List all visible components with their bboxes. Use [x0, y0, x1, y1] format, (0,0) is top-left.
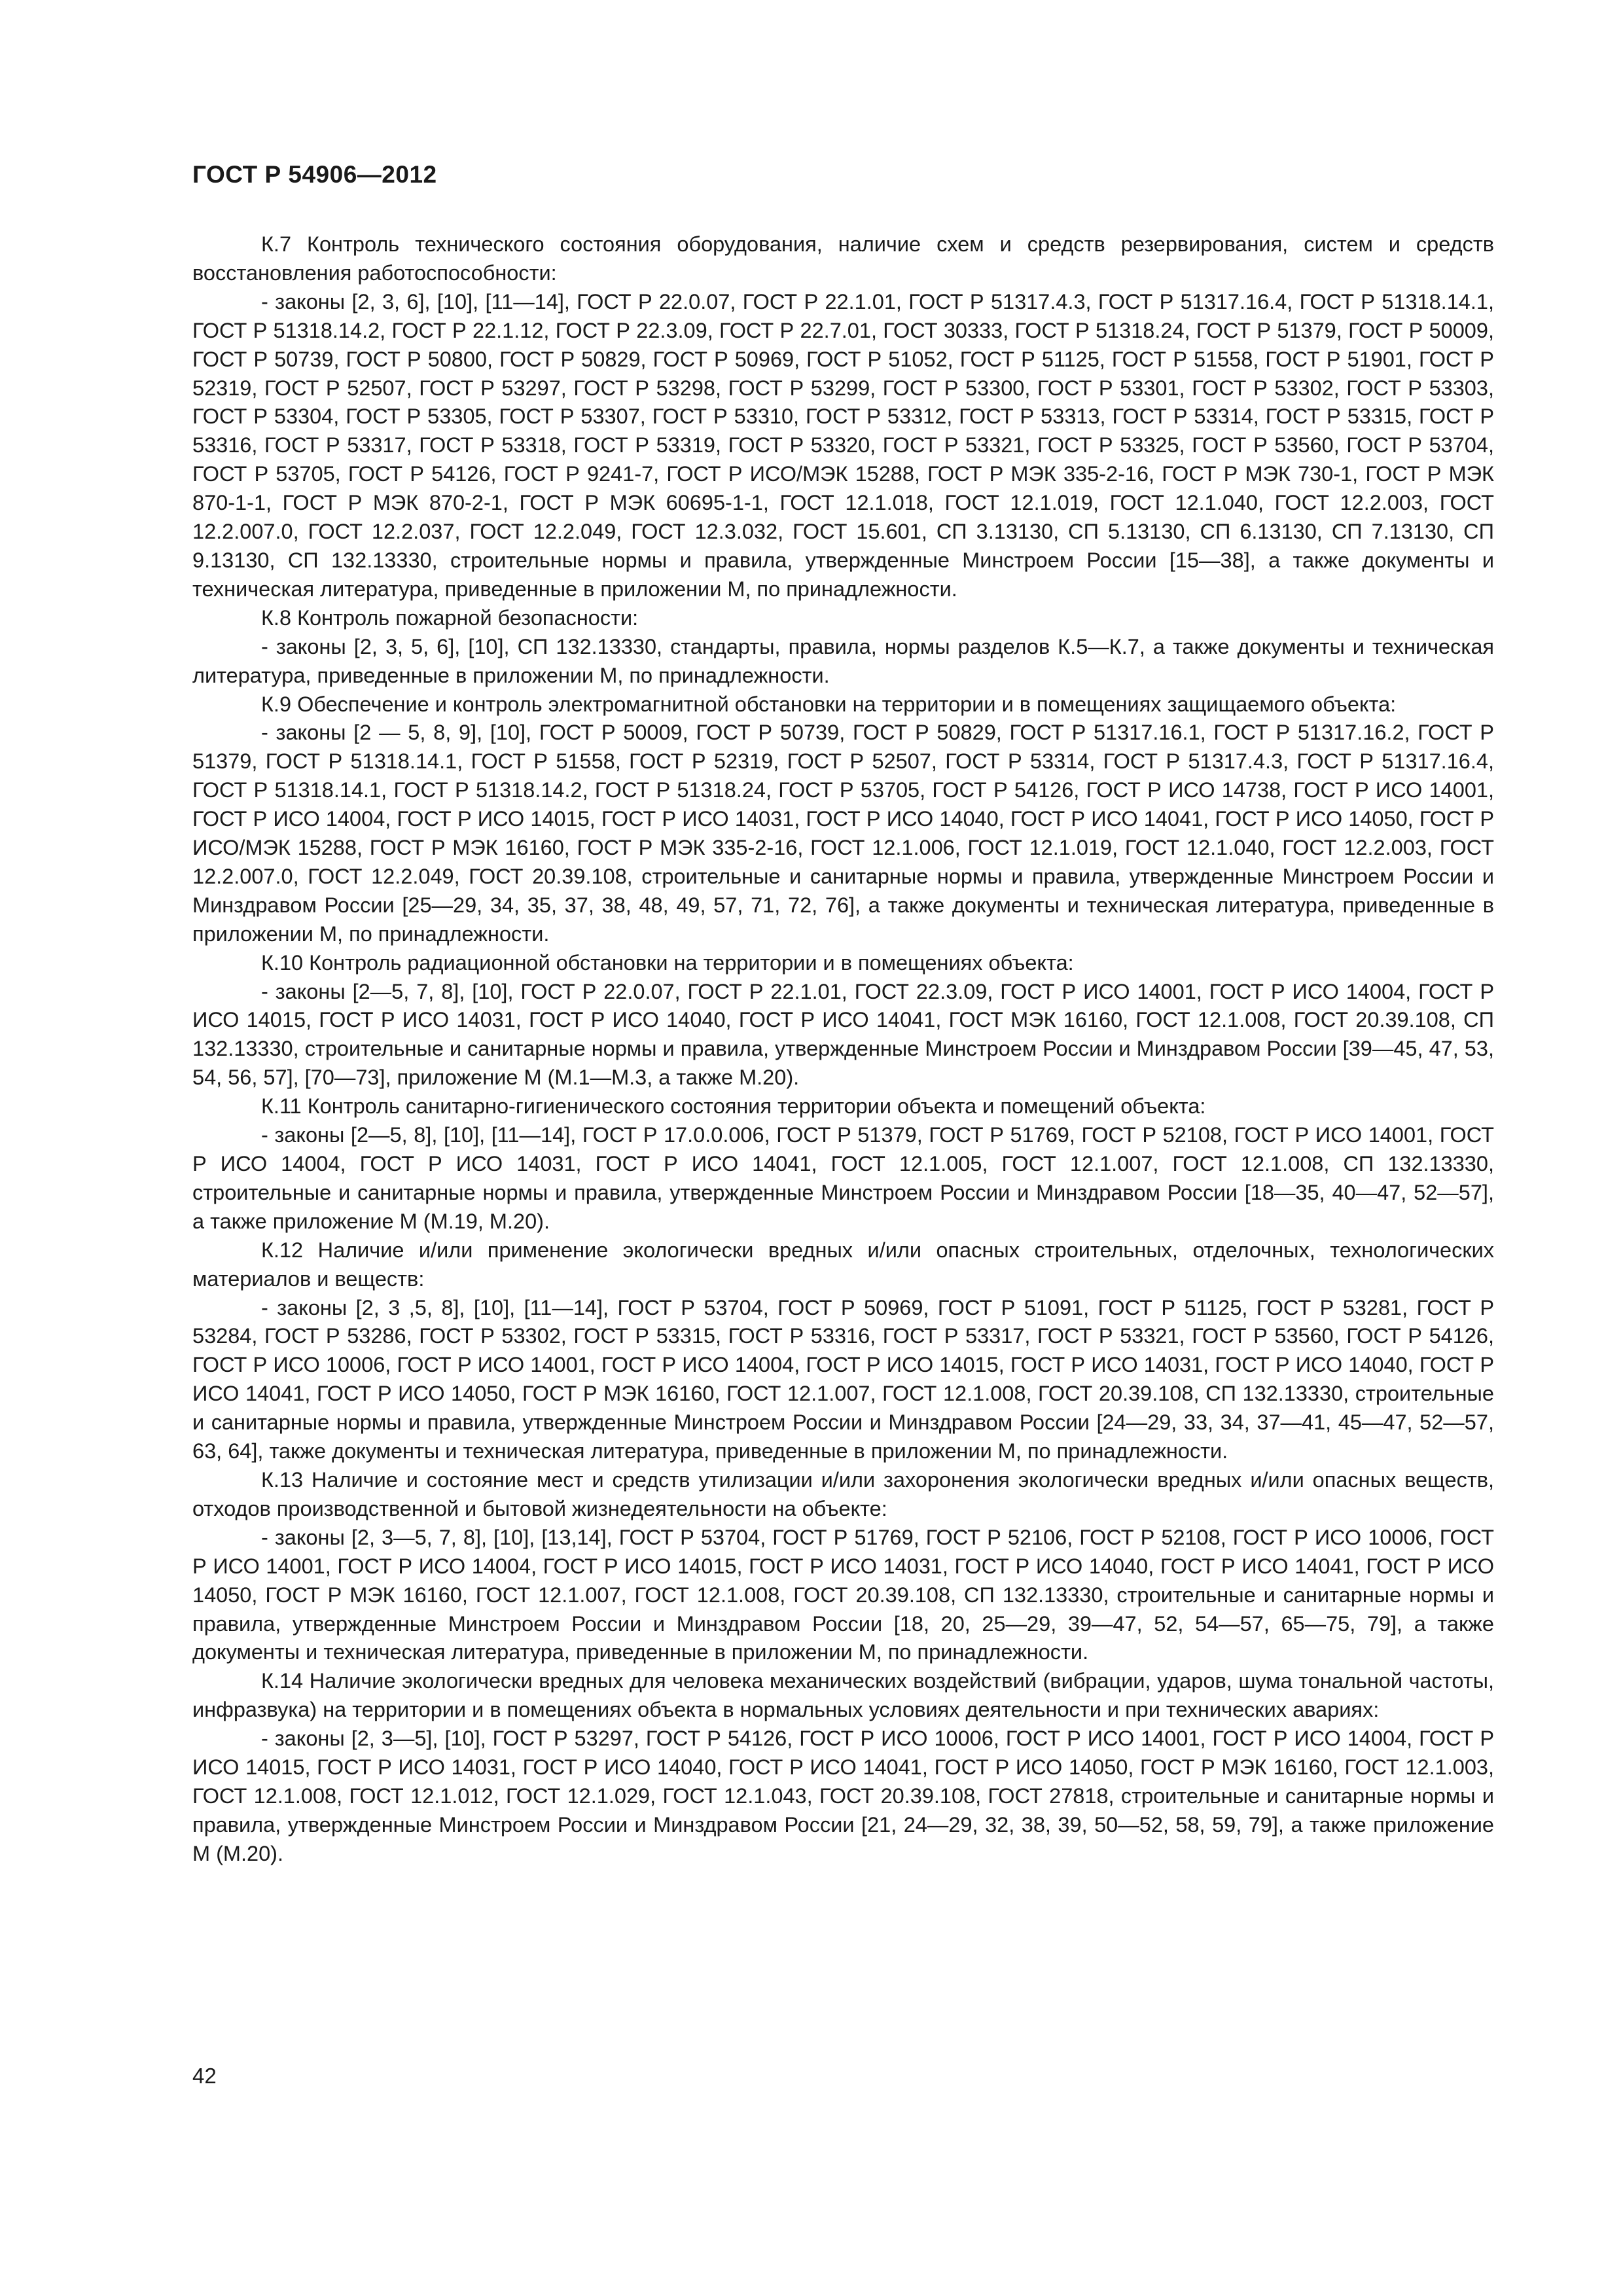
section-body-k9: - законы [2 — 5, 8, 9], [10], ГОСТ Р 50009, ГОСТ Р 50739, ГОСТ Р 50829, ГОСТ Р 51317.16.1, ГОСТ Р 51317.16.2, ГОСТ Р 51379, ГОСТ Р 51318.14.1, ГОСТ Р 51558, ГОСТ Р 52319, ГОСТ Р 52507, ГОСТ Р 53314, ГОСТ Р 51317.4.3, ГОСТ Р 51317.16.4, ГОСТ Р 51318.14.1, ГОСТ Р 51318.14.2, ГОСТ Р 51318.24, ГОСТ Р 53705, ГОСТ Р 54126, ГОСТ Р ИСО 14738, ГОСТ Р ИСО 14001, ГОСТ Р ИСО 14004, ГОСТ Р ИСО 14015, ГОСТ Р ИСО 14031, ГОСТ Р ИСО 14040, ГОСТ Р ИСО 14041, ГОСТ Р ИСО 14050, ГОСТ Р ИСО/МЭК 15288, ГОСТ Р МЭК 16160, ГОСТ Р МЭК 335-2-16, ГОСТ 12.1.006, ГОСТ 12.1.019, ГОСТ 12.1.040, ГОСТ 12.2.003, ГОСТ 12.2.007.0, ГОСТ 12.2.049, ГОСТ 20.39.108, строительные и санитарные нормы и правила, утвержденные Минстроем России и Минздравом России [25—29, 34, 35, 37, 38, 48, 49, 57, 71, 72, 76], а также документы и техническая литература, приведенные в приложении М, по принадлежности. [192, 721, 1494, 946]
section-heading-k12: К.12 Наличие и/или применение экологически вредных и/или опасных строительных, отделочных, технологических материалов и веществ: [192, 1238, 1494, 1291]
page-number: 42 [192, 2064, 217, 2088]
document-body [192, 230, 1494, 1869]
section-heading-k14: К.14 Наличие экологически вредных для человека механических воздействий (вибрации, ударов, шума тональной частоты, инфразвука) на территории и в помещениях объекта в нормальных условиях деятельности и при технических авариях: [192, 1669, 1494, 1722]
section-body-k8: - законы [2, 3, 5, 6], [10], СП 132.13330, стандарты, правила, нормы разделов К.5—К.7, а также документы и техническая литература, приведенные в приложении М, по принадлежности. [192, 634, 1494, 687]
section-heading-k13: К.13 Наличие и состояние мест и средств утилизации и/или захоронения экологически вредных и/или опасных веществ, отходов производственной и бытовой жизнедеятельности на объекте: [192, 1467, 1494, 1520]
section-heading-k10: К.10 Контроль радиационной обстановки на территории и в помещениях объекта: [261, 950, 1074, 975]
section-body-k14: - законы [2, 3—5], [10], ГОСТ Р 53297, ГОСТ Р 54126, ГОСТ Р ИСО 10006, ГОСТ Р ИСО 14001, ГОСТ Р ИСО 14004, ГОСТ Р ИСО 14015, ГОСТ Р ИСО 14031, ГОСТ Р ИСО 14040, ГОСТ Р ИСО 14041, ГОСТ Р ИСО 14050, ГОСТ Р МЭК 16160, ГОСТ 12.1.003, ГОСТ 12.1.008, ГОСТ 12.1.012, ГОСТ 12.1.029, ГОСТ 12.1.043, ГОСТ 20.39.108, ГОСТ 27818, строительные и санитарные нормы и правила, утвержденные Минстроем России и Минздравом России [21, 24—29, 32, 38, 39, 50—52, 58, 59, 79], а также приложение М (М.20). [192, 1727, 1494, 1865]
section-body-k7: - законы [2, 3, 6], [10], [11—14], ГОСТ Р 22.0.07, ГОСТ Р 22.1.01, ГОСТ Р 51317.4.3, ГОСТ Р 51317.16.4, ГОСТ Р 51318.14.1, ГОСТ Р 51318.14.2, ГОСТ Р 22.1.12, ГОСТ Р 22.3.09, ГОСТ Р 22.7.01, ГОСТ 30333, ГОСТ Р 51318.24, ГОСТ Р 51379, ГОСТ Р 50009, ГОСТ Р 50739, ГОСТ Р 50800, ГОСТ Р 50829, ГОСТ Р 50969, ГОСТ Р 51052, ГОСТ Р 51125, ГОСТ Р 51558, ГОСТ Р 51901, ГОСТ Р 52319, ГОСТ Р 52507, ГОСТ Р 53297, ГОСТ Р 53298, ГОСТ Р 53299, ГОСТ Р 53300, ГОСТ Р 53301, ГОСТ Р 53302, ГОСТ Р 53303, ГОСТ Р 53304, ГОСТ Р 53305, ГОСТ Р 53307, ГОСТ Р 53310, ГОСТ Р 53312, ГОСТ Р 53313, ГОСТ Р 53314, ГОСТ Р 53315, ГОСТ Р 53316, ГОСТ Р 53317, ГОСТ Р 53318, ГОСТ Р 53319, ГОСТ Р 53320, ГОСТ Р 53321, ГОСТ Р 53325, ГОСТ Р 53560, ГОСТ Р 53704, ГОСТ Р 53705, ГОСТ Р 54126, ГОСТ Р 9241-7, ГОСТ Р ИСО/МЭК 15288, ГОСТ Р МЭК 335-2-16, ГОСТ Р МЭК 730-1, ГОСТ Р МЭК 870-1-1, ГОСТ Р МЭК 870-2-1, ГОСТ Р МЭК 60695-1-1, ГОСТ 12.1.018, ГОСТ 12.1.019, ГОСТ 12.1.040, ГОСТ 12.2.003, ГОСТ 12.2.007.0, ГОСТ 12.2.037, ГОСТ 12.2.049, ГОСТ 12.3.032, ГОСТ 15.601, СП 3.13130, СП 5.13130, СП 6.13130, СП 7.13130, СП 9.13130, СП 132.13330, строительные нормы и правила, утвержденные Минстроем России [15—38], а также документы и техническая литература, приведенные в приложении М, по принадлежности. [192, 289, 1494, 601]
section-heading-k9: К.9 Обеспечение и контроль электромагнитной обстановки на территории и в помещениях защищаемого объекта: [261, 692, 1397, 716]
section-heading-k8: К.8 Контроль пожарной безопасности: [261, 605, 639, 630]
section-body-k10: - законы [2—5, 7, 8], [10], ГОСТ Р 22.0.07, ГОСТ Р 22.1.01, ГОСТ 22.3.09, ГОСТ Р ИСО 14001, ГОСТ Р ИСО 14004, ГОСТ Р ИСО 14015, ГОСТ Р ИСО 14031, ГОСТ Р ИСО 14040, ГОСТ Р ИСО 14041, ГОСТ МЭК 16160, ГОСТ 12.1.008, ГОСТ 20.39.108, СП 132.13330, строительные и санитарные нормы и правила, утвержденные Минстроем России и Минздравом России [39—45, 47, 53, 54, 56, 57], [70—73], приложение М (М.1—М.3, а также М.20). [192, 979, 1494, 1090]
section-body-k12: - законы [2, 3 ,5, 8], [10], [11—14], ГОСТ Р 53704, ГОСТ Р 50969, ГОСТ Р 51091, ГОСТ Р 51125, ГОСТ Р 53281, ГОСТ Р 53284, ГОСТ Р 53286, ГОСТ Р 53302, ГОСТ Р 53315, ГОСТ Р 53316, ГОСТ Р 53317, ГОСТ Р 53321, ГОСТ Р 53560, ГОСТ Р 54126, ГОСТ Р ИСО 10006, ГОСТ Р ИСО 14001, ГОСТ Р ИСО 14004, ГОСТ Р ИСО 14015, ГОСТ Р ИСО 14031, ГОСТ Р ИСО 14040, ГОСТ Р ИСО 14041, ГОСТ Р ИСО 14050, ГОСТ Р МЭК 16160, ГОСТ 12.1.007, ГОСТ 12.1.008, ГОСТ 20.39.108, СП 132.13330, строительные и санитарные нормы и правила, утвержденные Минстроем России и Минздравом России [24—29, 33, 34, 37—41, 45—47, 52—57, 63, 64], также документы и техническая литература, приведенные в приложении М, по принадлежности. [192, 1295, 1494, 1463]
document-title: ГОСТ Р 54906—2012 [192, 161, 437, 188]
section-heading-k7: К.7 Контроль технического состояния оборудования, наличие схем и средств резервирования, систем и средств восстановления работоспособности: [192, 232, 1494, 285]
section-body-k13: - законы [2, 3—5, 7, 8], [10], [13,14], ГОСТ Р 53704, ГОСТ Р 51769, ГОСТ Р 52106, ГОСТ Р 52108, ГОСТ Р ИСО 10006, ГОСТ Р ИСО 14001, ГОСТ Р ИСО 14004, ГОСТ Р ИСО 14015, ГОСТ Р ИСО 14031, ГОСТ Р ИСО 14040, ГОСТ Р ИСО 14041, ГОСТ Р ИСО 14050, ГОСТ Р МЭК 16160, ГОСТ 12.1.007, ГОСТ 12.1.008, ГОСТ 20.39.108, СП 132.13330, строительные и санитарные нормы и правила, утвержденные Минстроем России и Минздравом России [18, 20, 25—29, 39—47, 52, 54—57, 65—75, 79], а также документы и техническая литература, приведенные в приложении М, по принадлежности. [192, 1525, 1494, 1664]
section-heading-k11: К.11 Контроль санитарно-гигиенического состояния территории объекта и помещений объекта: [261, 1094, 1206, 1119]
section-body-k11: - законы [2—5, 8], [10], [11—14], ГОСТ Р 17.0.0.006, ГОСТ Р 51379, ГОСТ Р 51769, ГОСТ Р 52108, ГОСТ Р ИСО 14001, ГОСТ Р ИСО 14004, ГОСТ Р ИСО 14031, ГОСТ Р ИСО 14041, ГОСТ 12.1.005, ГОСТ 12.1.007, ГОСТ 12.1.008, СП 132.13330, строительные и санитарные нормы и правила, утвержденные Минстроем России и Минздравом России [18—35, 40—47, 52—57], а также приложение М (М.19, М.20). [192, 1123, 1494, 1233]
